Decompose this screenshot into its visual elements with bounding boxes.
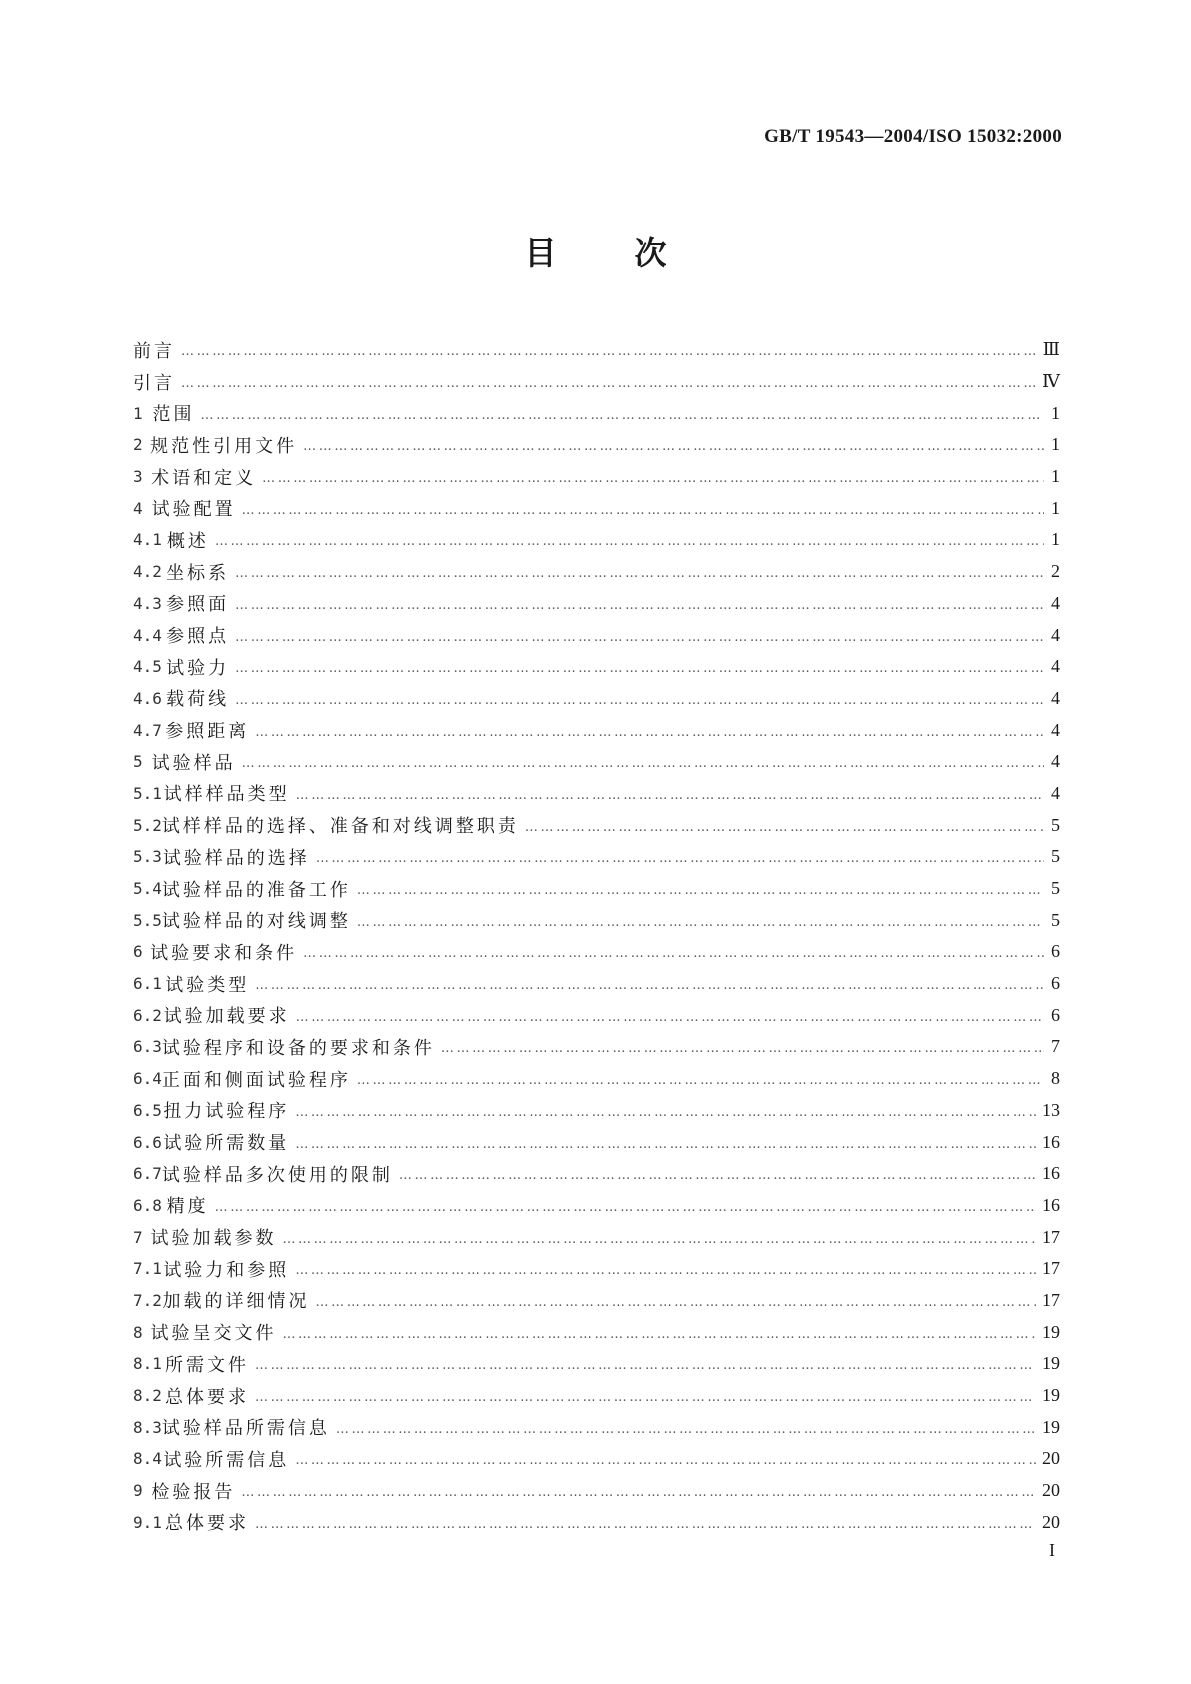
toc-entry-page: 17 bbox=[1042, 1226, 1060, 1247]
toc-dot-leader bbox=[303, 439, 1044, 454]
page-title-char-1: 目 bbox=[524, 234, 557, 272]
toc-entry-number: 9 bbox=[133, 1481, 143, 1501]
toc-dot-leader bbox=[255, 1517, 1036, 1532]
toc-entry[interactable] bbox=[133, 999, 1060, 1031]
toc-entry[interactable] bbox=[133, 1063, 1060, 1095]
toc-entry-number: 6.4 bbox=[133, 1069, 162, 1089]
toc-entry-page: 4 bbox=[1051, 687, 1060, 708]
toc-entry-title: 所需文件 bbox=[164, 1354, 249, 1376]
toc-entry-page: Ⅲ bbox=[1042, 339, 1060, 360]
toc-entry-title: 试验样品 bbox=[151, 752, 236, 774]
toc-entry[interactable] bbox=[133, 683, 1060, 715]
table-of-contents bbox=[133, 334, 1060, 1538]
toc-entry-page: 4 bbox=[1051, 592, 1060, 613]
toc-entry-title: 参照点 bbox=[166, 626, 230, 648]
toc-entry-number: 5.3 bbox=[133, 847, 162, 867]
toc-entry-page: 20 bbox=[1042, 1448, 1060, 1469]
toc-entry-number: 6.8 bbox=[133, 1195, 162, 1215]
toc-entry[interactable] bbox=[133, 619, 1060, 651]
toc-entry[interactable] bbox=[133, 809, 1060, 841]
toc-entry-title: 前言 bbox=[133, 340, 175, 362]
toc-entry-title: 试验加载要求 bbox=[163, 1006, 290, 1028]
toc-dot-leader bbox=[296, 1010, 1044, 1025]
toc-entry-number: 4.3 bbox=[133, 593, 162, 613]
toc-entry-title: 试验要求和条件 bbox=[150, 942, 298, 964]
toc-dot-leader bbox=[316, 1295, 1037, 1310]
toc-entry-title: 坐标系 bbox=[166, 562, 230, 584]
toc-entry-title: 试样样品的选择、准备和对线调整职责 bbox=[161, 816, 519, 838]
toc-entry-page: 4 bbox=[1051, 656, 1060, 677]
toc-entry[interactable] bbox=[133, 651, 1060, 683]
toc-dot-leader bbox=[235, 661, 1044, 676]
toc-entry[interactable] bbox=[133, 1411, 1060, 1443]
toc-entry[interactable] bbox=[133, 1158, 1060, 1190]
toc-dot-leader bbox=[295, 1137, 1036, 1152]
toc-entry-title: 试验所需数量 bbox=[163, 1133, 290, 1155]
toc-dot-leader bbox=[336, 1422, 1036, 1437]
toc-entry-number: 6 bbox=[133, 942, 143, 962]
page-title bbox=[0, 228, 1191, 274]
toc-entry[interactable] bbox=[133, 1253, 1060, 1285]
toc-dot-leader bbox=[255, 1358, 1036, 1373]
toc-entry-title: 总体要求 bbox=[164, 1386, 249, 1408]
toc-entry[interactable] bbox=[133, 1031, 1060, 1063]
toc-entry-number: 7 bbox=[133, 1227, 143, 1247]
toc-entry-title: 参照面 bbox=[166, 594, 230, 616]
toc-entry-page: 16 bbox=[1042, 1163, 1060, 1184]
toc-entry-title: 正面和侧面试验程序 bbox=[161, 1069, 351, 1091]
toc-entry-number: 3 bbox=[133, 467, 143, 487]
toc-entry-page: 19 bbox=[1042, 1416, 1060, 1437]
toc-entry[interactable] bbox=[133, 1506, 1060, 1538]
toc-entry-page: 7 bbox=[1051, 1036, 1060, 1057]
toc-entry-number: 4.1 bbox=[133, 530, 162, 550]
toc-entry-title: 试验样品所需信息 bbox=[161, 1418, 330, 1440]
toc-entry-page: 5 bbox=[1051, 878, 1060, 899]
toc-entry[interactable] bbox=[133, 1443, 1060, 1475]
toc-dot-leader bbox=[282, 1327, 1036, 1342]
toc-entry-title: 概述 bbox=[166, 530, 209, 552]
toc-entry[interactable] bbox=[133, 1475, 1060, 1507]
toc-dot-leader bbox=[255, 725, 1044, 740]
toc-entry-title: 载荷线 bbox=[166, 689, 230, 711]
toc-entry-number: 8.4 bbox=[133, 1449, 162, 1469]
toc-entry[interactable] bbox=[133, 1316, 1060, 1348]
toc-entry-number: 6.3 bbox=[133, 1037, 162, 1057]
toc-entry[interactable] bbox=[133, 1126, 1060, 1158]
toc-entry[interactable] bbox=[133, 429, 1060, 461]
toc-entry[interactable] bbox=[133, 492, 1060, 524]
toc-dot-leader bbox=[296, 788, 1044, 803]
toc-entry-number: 8 bbox=[133, 1322, 143, 1342]
toc-entry-page: 19 bbox=[1042, 1385, 1060, 1406]
toc-entry[interactable] bbox=[133, 524, 1060, 556]
toc-dot-leader bbox=[525, 820, 1044, 835]
toc-entry-page: 19 bbox=[1042, 1353, 1060, 1374]
toc-entry-page: 20 bbox=[1042, 1511, 1060, 1532]
toc-entry[interactable] bbox=[133, 904, 1060, 936]
toc-entry-page: 5 bbox=[1051, 909, 1060, 930]
toc-dot-leader bbox=[357, 883, 1044, 898]
toc-entry-number: 4.7 bbox=[133, 720, 162, 740]
toc-entry[interactable] bbox=[133, 397, 1060, 429]
toc-dot-leader bbox=[441, 1041, 1044, 1056]
toc-entry-page: 4 bbox=[1051, 751, 1060, 772]
toc-dot-leader bbox=[303, 946, 1044, 961]
toc-entry-page: 5 bbox=[1051, 814, 1060, 835]
toc-entry-number: 4.4 bbox=[133, 625, 162, 645]
toc-dot-leader bbox=[262, 471, 1044, 486]
toc-entry[interactable] bbox=[133, 1095, 1060, 1127]
page-title-char-2: 次 bbox=[634, 234, 667, 272]
toc-entry-title: 试验样品多次使用的限制 bbox=[161, 1164, 393, 1186]
toc-entry-title: 总体要求 bbox=[164, 1513, 249, 1535]
toc-dot-leader bbox=[235, 693, 1044, 708]
toc-entry-page: 20 bbox=[1042, 1480, 1060, 1501]
toc-entry-title: 试验配置 bbox=[151, 499, 236, 521]
toc-dot-leader bbox=[215, 1200, 1036, 1215]
toc-dot-leader bbox=[255, 1390, 1036, 1405]
toc-dot-leader bbox=[235, 566, 1044, 581]
toc-dot-leader bbox=[181, 376, 1036, 391]
toc-entry[interactable] bbox=[133, 936, 1060, 968]
toc-entry-page: 1 bbox=[1051, 434, 1060, 455]
toc-dot-leader bbox=[201, 408, 1044, 423]
toc-entry-number: 8.1 bbox=[133, 1354, 162, 1374]
toc-entry-title: 术语和定义 bbox=[151, 467, 257, 489]
toc-entry-page: 6 bbox=[1051, 941, 1060, 962]
toc-entry-page: 16 bbox=[1042, 1194, 1060, 1215]
toc-entry[interactable] bbox=[133, 873, 1060, 905]
toc-entry-page: 16 bbox=[1042, 1131, 1060, 1152]
toc-entry[interactable] bbox=[133, 1190, 1060, 1222]
toc-dot-leader bbox=[357, 915, 1044, 930]
toc-entry-number: 6.7 bbox=[133, 1164, 162, 1184]
toc-entry-title: 范围 bbox=[152, 404, 195, 426]
toc-entry-number: 6.6 bbox=[133, 1132, 162, 1152]
toc-entry-page: 8 bbox=[1051, 1068, 1060, 1089]
toc-entry-title: 精度 bbox=[166, 1196, 209, 1218]
toc-entry-title: 试验所需信息 bbox=[163, 1449, 290, 1471]
toc-entry-page: 1 bbox=[1051, 497, 1060, 518]
toc-entry-title: 试验程序和设备的要求和条件 bbox=[161, 1037, 435, 1059]
toc-entry-number: 6.5 bbox=[133, 1100, 162, 1120]
toc-entry-title: 试验加载参数 bbox=[150, 1228, 277, 1250]
toc-entry-title: 检验报告 bbox=[151, 1481, 236, 1503]
toc-entry[interactable] bbox=[133, 778, 1060, 810]
toc-dot-leader bbox=[357, 1073, 1044, 1088]
toc-entry[interactable] bbox=[133, 1285, 1060, 1317]
toc-entry-page: 19 bbox=[1042, 1321, 1060, 1342]
toc-entry-number: 2 bbox=[133, 435, 143, 455]
toc-dot-leader bbox=[316, 851, 1044, 866]
toc-entry-number: 8.3 bbox=[133, 1417, 162, 1437]
toc-entry-number: 4.2 bbox=[133, 562, 162, 582]
toc-dot-leader bbox=[295, 1453, 1036, 1468]
toc-entry-title: 引言 bbox=[133, 372, 175, 394]
toc-entry-page: 1 bbox=[1051, 529, 1060, 550]
toc-dot-leader bbox=[241, 1485, 1036, 1500]
toc-entry[interactable] bbox=[133, 1221, 1060, 1253]
toc-entry-title: 试样样品类型 bbox=[163, 784, 290, 806]
toc-entry-page: 1 bbox=[1051, 402, 1060, 423]
toc-dot-leader bbox=[242, 756, 1044, 771]
toc-dot-leader bbox=[181, 344, 1037, 359]
toc-entry-number: 4.6 bbox=[133, 688, 162, 708]
toc-entry[interactable] bbox=[133, 366, 1060, 398]
toc-dot-leader bbox=[282, 1232, 1036, 1247]
toc-entry-title: 试验力 bbox=[166, 657, 230, 679]
toc-entry-title: 试验呈交文件 bbox=[150, 1323, 277, 1345]
toc-entry-title: 试验样品的选择 bbox=[162, 847, 310, 869]
toc-entry[interactable] bbox=[133, 1380, 1060, 1412]
toc-entry-title: 参照距离 bbox=[165, 721, 250, 743]
toc-entry-page: 17 bbox=[1042, 1258, 1060, 1279]
toc-entry[interactable] bbox=[133, 746, 1060, 778]
toc-entry[interactable] bbox=[133, 714, 1060, 746]
toc-entry-page: 4 bbox=[1051, 624, 1060, 645]
page-number: I bbox=[1049, 1540, 1055, 1560]
toc-entry-number: 8.2 bbox=[133, 1386, 162, 1406]
toc-entry-number: 5.4 bbox=[133, 879, 162, 899]
toc-entry[interactable] bbox=[133, 461, 1060, 493]
standard-code: GB/T 19543—2004/ISO 15032:2000 bbox=[764, 126, 1062, 147]
toc-entry-page: 13 bbox=[1042, 1099, 1060, 1120]
toc-entry-number: 5.5 bbox=[133, 910, 162, 930]
toc-entry-number: 5 bbox=[133, 752, 143, 772]
toc-entry-page: 17 bbox=[1042, 1289, 1060, 1310]
toc-entry-number: 6.1 bbox=[133, 974, 162, 994]
toc-entry[interactable] bbox=[133, 968, 1060, 1000]
toc-entry-number: 9.1 bbox=[133, 1512, 162, 1532]
toc-dot-leader bbox=[255, 978, 1044, 993]
toc-entry-number: 1 bbox=[133, 403, 143, 423]
toc-entry-number: 7.1 bbox=[133, 1259, 162, 1279]
toc-dot-leader bbox=[242, 503, 1044, 518]
toc-dot-leader bbox=[399, 1168, 1036, 1183]
toc-dot-leader bbox=[235, 630, 1044, 645]
toc-entry-number: 7.2 bbox=[133, 1290, 162, 1310]
toc-dot-leader bbox=[295, 1105, 1036, 1120]
toc-entry-title: 加载的详细情况 bbox=[162, 1291, 310, 1313]
toc-entry[interactable] bbox=[133, 1348, 1060, 1380]
toc-entry-title: 规范性引用文件 bbox=[150, 435, 298, 457]
toc-entry[interactable] bbox=[133, 334, 1060, 366]
toc-entry-page: 5 bbox=[1051, 846, 1060, 867]
toc-entry[interactable] bbox=[133, 556, 1060, 588]
toc-entry-number: 5.2 bbox=[133, 815, 162, 835]
toc-entry-page: 4 bbox=[1051, 782, 1060, 803]
toc-entry-title: 扭力试验程序 bbox=[163, 1101, 290, 1123]
toc-entry-number: 4.5 bbox=[133, 657, 162, 677]
toc-entry-page: 6 bbox=[1051, 1004, 1060, 1025]
toc-entry-title: 试验样品的对线调整 bbox=[161, 911, 351, 933]
toc-entry-page: 6 bbox=[1051, 973, 1060, 994]
toc-entry-title: 试验样品的准备工作 bbox=[161, 879, 351, 901]
toc-entry-page: 1 bbox=[1051, 466, 1060, 487]
toc-dot-leader bbox=[295, 1263, 1036, 1278]
toc-entry-page: 4 bbox=[1051, 719, 1060, 740]
toc-entry-page: 2 bbox=[1051, 561, 1060, 582]
toc-dot-leader bbox=[235, 598, 1044, 613]
toc-entry-number: 4 bbox=[133, 498, 143, 518]
toc-entry-number: 6.2 bbox=[133, 1005, 162, 1025]
toc-entry-page: Ⅳ bbox=[1042, 371, 1060, 392]
toc-dot-leader bbox=[215, 534, 1044, 549]
toc-entry-number: 5.1 bbox=[133, 783, 162, 803]
toc-entry[interactable] bbox=[133, 841, 1060, 873]
toc-entry[interactable] bbox=[133, 588, 1060, 620]
toc-entry-title: 试验类型 bbox=[165, 974, 250, 996]
toc-entry-title: 试验力和参照 bbox=[163, 1259, 290, 1281]
